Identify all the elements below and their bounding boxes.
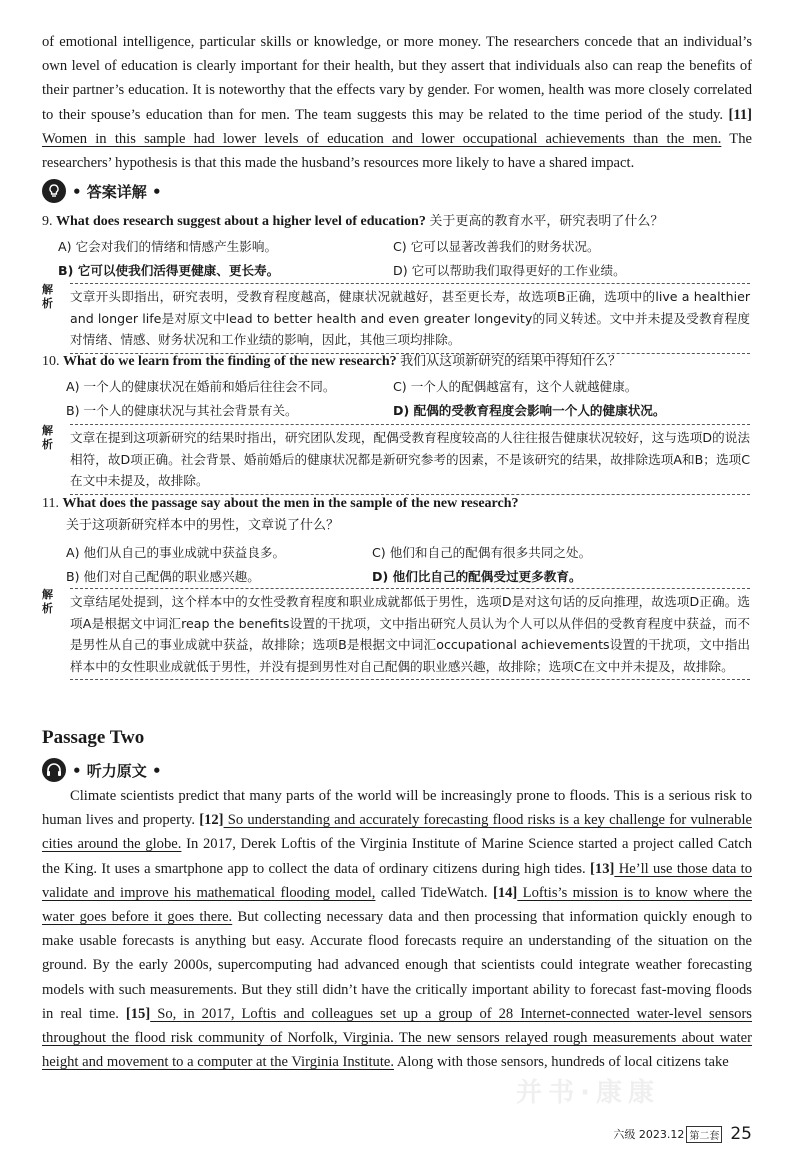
paragraph-text: of emotional intelligence, particular skills or knowledge, or more money. The researchers concede that an individual’s own level of education is clearly important for their health, but they assert that individuals also can reap the benefits of their partner’s education. It is noteworthy that the effects vary by gender. For women, health was more closely correlated to their spouse’s education than for men. The team suggests this may be related to the time period of the study. [42, 34, 752, 123]
underlined-answer-text: So, in 2017, Loftis and colleagues set up a group of 28 Internet-connected water-level sensors throughout the flood risk community of Norfolk, Virginia. The new sensors relayed rough measurements about water height and movement to a computer at the Virginia Institute. [42, 1005, 752, 1071]
explanation-text: 文章在提到这项新研究的结果时指出，研究团队发现，配偶受教育程度较高的人往往报告健康状况较好，这与选项D的说法相符，故D项正确。社会背景、婚前婚后的健康状况都是新研究参考的因素，不是该研究的结果，故排除选项A和B；选项C在文中未提及，故排除。 [70, 424, 750, 495]
explanation-10 [42, 424, 757, 492]
underlined-answer-text: So understanding and accurately forecasting flood risks is a key challenge for vulnerable cities around the globe. [42, 812, 752, 853]
page-number: 25 [730, 1124, 752, 1144]
option-a: A) 他们从自己的事业成就中获益良多。 [66, 545, 286, 560]
transcript-text: In 2017, Derek Loftis of the Virginia Institute of Marine Science started a project called Catch the King. It uses a smartphone app to collect the data of ordinary citizens during high tides. [42, 836, 753, 877]
lightbulb-icon [42, 179, 66, 203]
explanation-tag: 解析 [42, 588, 53, 615]
question-text-en: What does research suggest about a higher level of education? [56, 214, 426, 229]
option-d: D) 它可以帮助我们取得更好的工作业绩。 [393, 263, 626, 278]
paragraph-text: The researchers’ hypothesis is that this made the husband’s resources more likely to have a shared impact. [42, 130, 752, 172]
question-text-en: What do we learn from the finding of the new research? [63, 354, 397, 369]
option-a: A) 一个人的健康状况在婚前和婚后往往会不同。 [66, 379, 336, 394]
option-d-correct: D) 配偶的受教育程度会影响一个人的健康状况。 [393, 400, 665, 419]
footer-issue: 2023.12 [638, 1127, 685, 1141]
option-b: B) 一个人的健康状况与其社会背景有关。 [66, 403, 298, 418]
option-a: A) 它会对我们的情绪和情感产生影响。 [58, 239, 278, 254]
transcript-header [42, 757, 162, 783]
explanation-11 [42, 588, 757, 708]
option-b: B) 他们对自己配偶的职业感兴趣。 [66, 569, 260, 584]
question-text-cn: 我们从这项新研究的结果中得知什么？ [400, 354, 622, 369]
underlined-answer-text: Women in this sample had lower levels of education and lower occupational achievements than the men. [42, 130, 722, 147]
question-number: 10. [42, 354, 60, 369]
transcript-text: But collecting necessary data and then processing that information quickly enough to make usable forecasts is anything but easy. Accurate flood forecasts require an understanding of the situation on the ground. By the early 2000s, supercomputing had advanced enough that scientists could integrate weather forecasting models with such measurements. But they still didn’t have the critically important ability to forecast fast-moving floods in real time. [42, 909, 753, 1022]
question-marker: [12] [199, 812, 224, 829]
explanation-tag: 解析 [42, 283, 53, 310]
transcript-header-label: • 听力原文 • [72, 761, 162, 780]
question-10 [42, 351, 762, 373]
transcript-paragraph [42, 784, 752, 1074]
question-number: 9. [42, 214, 53, 229]
question-9 [42, 211, 762, 233]
explanation-text: 文章开头即指出，研究表明，受教育程度越高，健康状况就越好，甚至更长寿，故选项B正确，选项中的live a healthier and longer life是对原文中lead to better health and even greater longevity的同义转述。文中并未提及受教育程度对情绪、情感、财务状况和工作业绩的影响，因此，其他三项均排除。 [70, 283, 750, 354]
headphones-icon [42, 758, 66, 782]
underlined-answer-text: He’ll use those data to validate and improve his mathematical flooding model, [42, 860, 752, 901]
passage-title: Passage Two [42, 727, 145, 748]
question-11 [42, 493, 762, 537]
footer-edition: 第二套 [686, 1126, 722, 1143]
transcript-text: Climate scientists predict that many parts of the world will be increasingly prone to floods. This is a serious risk to human lives and property. [42, 788, 752, 829]
question-number: 11. [42, 496, 59, 511]
watermark: 并书·康康 [516, 1078, 660, 1108]
footer-level: 六级 [613, 1128, 636, 1141]
question-text-cn: 关于更高的教育水平，研究表明了什么？ [429, 214, 664, 229]
question-text-en: What does the passage say about the men in the sample of the new research? [62, 496, 519, 511]
transcript-text: called TideWatch. [375, 884, 493, 901]
transcript-text: Along with those sensors, hundreds of local citizens take [394, 1054, 729, 1071]
explanation-9 [42, 283, 757, 351]
explanation-text: 文章结尾处提到，这个样本中的女性受教育程度和职业成就都低于男性，选项D是对这句话的反向推理，故选项D正确。选项A是根据文中词汇reap the benefits设置的干扰项，文中指出研究人员认为个人可以从伴侣的受教育程度中获益，而不是男性从自己的事业成就中获益，故排除；选项B是根据文中词汇occupational achievements设置的干扰项，文中指出样本中的女性职业成就低于男性，并没有提到男性对自己配偶的职业感兴趣，故排除；选项C在文中并未提及，故排除。 [70, 588, 750, 680]
explanation-tag: 解析 [42, 424, 53, 451]
option-c: C) 它可以显著改善我们的财务状况。 [393, 239, 600, 254]
option-c: C) 一个人的配偶越富有，这个人就越健康。 [393, 379, 638, 394]
option-b-correct: B) 它可以使我们活得更健康、更长寿。 [58, 260, 279, 279]
question-marker: [14] [492, 884, 518, 901]
question-text-cn: 关于这项新研究样本中的男性，文章说了什么？ [66, 518, 340, 533]
answers-header [42, 178, 162, 204]
question-marker: [15] [125, 1005, 151, 1022]
question-marker: [13] [590, 860, 615, 877]
page-footer [613, 1124, 752, 1144]
option-d-correct: D) 他们比自己的配偶受过更多教育。 [372, 566, 582, 585]
underlined-answer-text: Loftis’s mission is to know where the water goes before it goes there. [42, 884, 752, 926]
question-marker: [11] [728, 106, 752, 123]
option-c: C) 他们和自己的配偶有很多共同之处。 [372, 545, 592, 560]
answers-header-label: • 答案详解 • [72, 182, 162, 201]
top-paragraph [42, 30, 752, 175]
